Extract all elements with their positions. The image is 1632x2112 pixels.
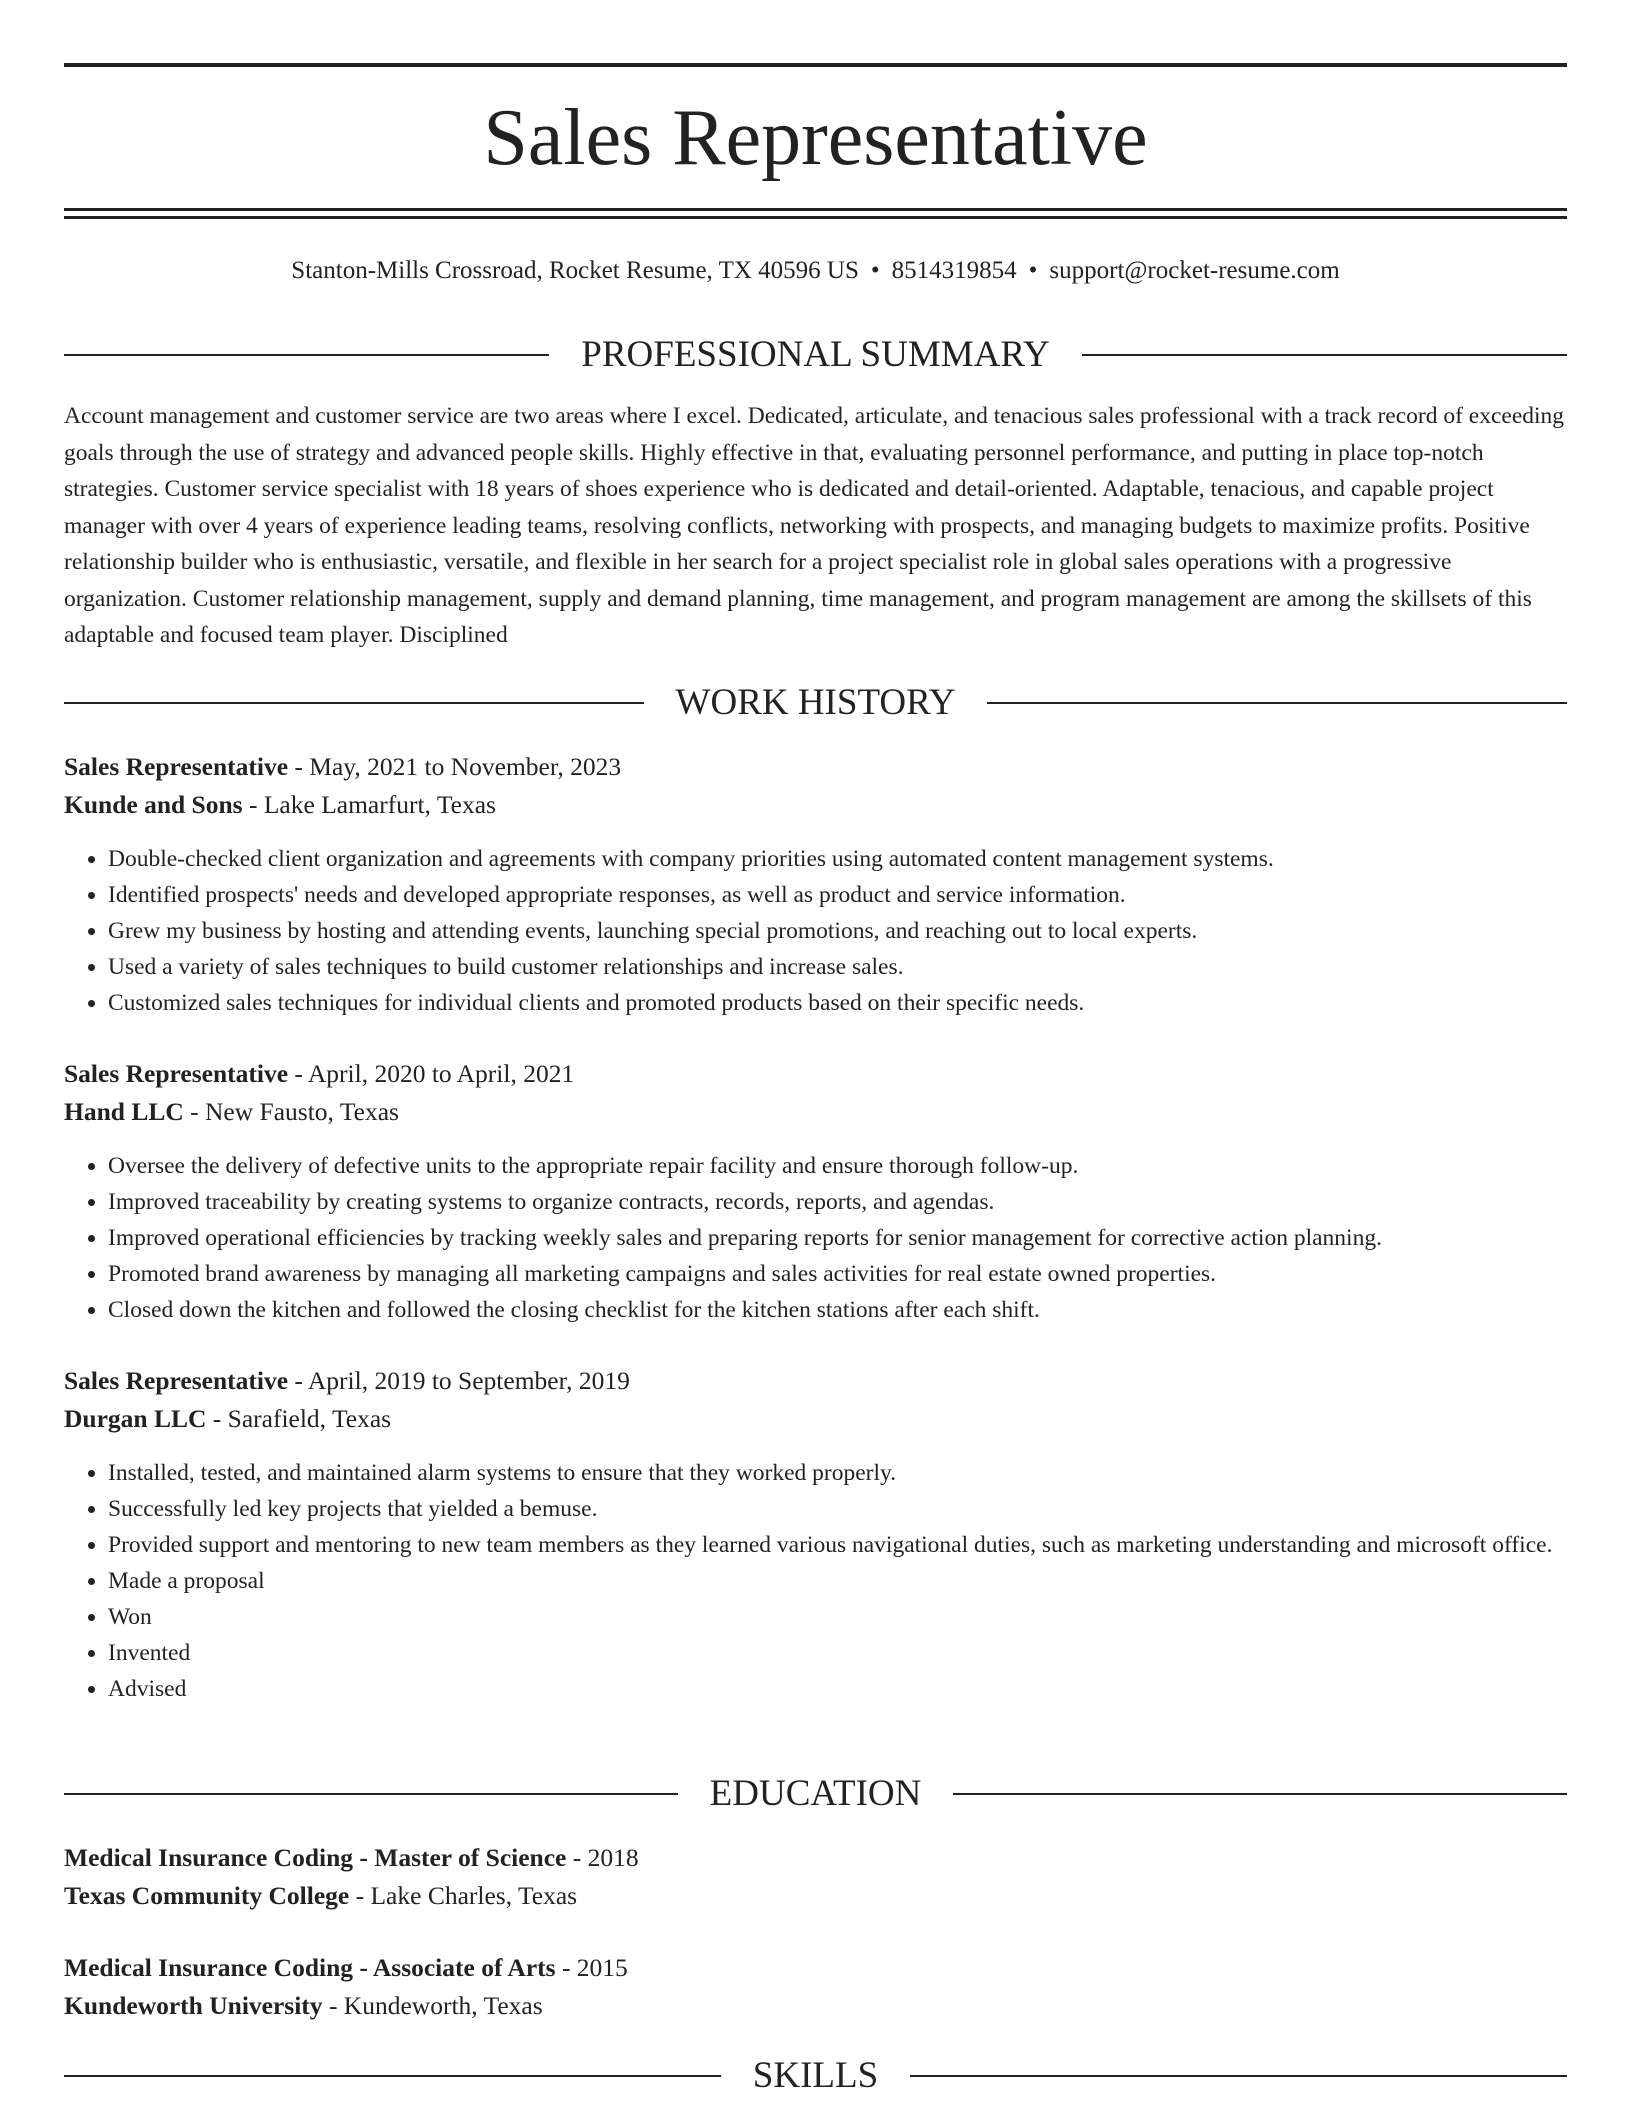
job-company-line [64,786,1567,824]
heading-rule-right [1082,354,1567,356]
resume-name: Sales Representative [483,94,1148,182]
section-title: PROFESSIONAL SUMMARY [581,334,1050,375]
summary-text: Account management and customer service are two areas where I excel. Dedicated, articulate, and tenacious sales professional with a track record of exceeding goals through the use of strategy and advanced people skills. Highly effective in that, evaluating personnel performance, and putting in place top-notch strategies. Customer service specialist with 18 years of shoes experience who is dedicated and detail-oriented. Adaptable, tenacious, and capable project manager with over 4 years of experience leading teams, resolving conflicts, networking with prospects, and managing budgets to maximize profits. Positive relationship builder who is enthusiastic, versatile, and flexible in her search for a project specialist role in global sales operations with a progressive organization. Customer relationship management, supply and demand planning, time management, and program management are among the skillsets of this adaptable and focused team player. Disciplined [64,403,1565,648]
job-bullets [64,841,1611,1021]
heading-rule-left [64,2075,721,2077]
list-item: • Double-checked client organization and agreements with company priorities using automated content management systems. [108,841,1611,877]
section-heading-work [64,681,1567,725]
header-bottom-rule-second [64,216,1567,219]
list-item: • Customized sales techniques for individual clients and promoted products based on their specific needs. [108,985,1611,1021]
job-location: - Sarafield, Texas [206,1404,392,1433]
contact-email: support@rocket-resume.com [1049,257,1340,284]
education-location: - Lake Charles, Texas [349,1881,578,1910]
list-item: • Advised [108,1671,1567,1707]
list-item: • Improved traceability by creating systems to organize contracts, records, reports, and agendas. [108,1184,1611,1220]
education-degree: Medical Insurance Coding - Associate of Arts [64,1953,556,1982]
heading-rule-left [64,702,644,704]
section-title: EDUCATION [709,1773,922,1814]
job-title-line [64,748,1567,786]
section-heading-education [64,1772,1567,1816]
education-location: - Kundeworth, Texas [322,1991,543,2020]
section-title: WORK HISTORY [675,682,956,723]
contact-phone: 8514319854 [891,257,1017,284]
job-company: Durgan LLC [64,1404,207,1433]
list-item: • Promoted brand awareness by managing all marketing campaigns and sales activities for real estate owned properties. [108,1256,1611,1292]
list-item: • Made a proposal [108,1563,1567,1599]
job-title-line [64,1055,1567,1093]
heading-rule-left [64,1793,678,1795]
job-title-line [64,1362,1567,1400]
header-bottom-rule [64,208,1567,211]
list-item: • Grew my business by hosting and attending events, launching special promotions, and reaching out to local experts. [108,913,1611,949]
job-company-line [64,1093,1567,1131]
section-title: SKILLS [752,2055,879,2096]
list-item: • Won [108,1599,1567,1635]
heading-rule-right [953,1793,1567,1795]
contact-line [64,254,1567,288]
job-location: - Lake Lamarfurt, Texas [242,790,496,819]
list-item: • Successfully led key projects that yielded a bemuse. [108,1491,1567,1527]
list-item: • Provided support and mentoring to new team members as they learned various navigational duties, such as marketing understanding and microsoft office. [108,1527,1567,1563]
education-school: Kundeworth University [64,1991,323,2020]
job-bullets [64,1455,1567,1707]
heading-rule-right [910,2075,1567,2077]
section-heading-skills [64,2054,1567,2098]
job-dates: - May, 2021 to November, 2023 [288,752,622,781]
education-degree-line [64,1839,1567,1877]
education-degree-line [64,1949,1567,1987]
education-school-line [64,1987,1567,2025]
education-year: - 2015 [555,1953,628,1982]
job-company: Kunde and Sons [64,790,243,819]
list-item: • Improved operational efficiencies by tracking weekly sales and preparing reports for senior management for corrective action planning. [108,1220,1611,1256]
heading-rule-right [987,702,1567,704]
list-item: • Invented [108,1635,1567,1671]
list-item: • Used a variety of sales techniques to build customer relationships and increase sales. [108,949,1611,985]
job-title: Sales Representative [64,1366,289,1395]
list-item: • Oversee the delivery of defective units to the appropriate repair facility and ensure thorough follow-up. [108,1148,1611,1184]
header-top-rule [64,63,1567,67]
job-title: Sales Representative [64,1059,289,1088]
job-dates: - April, 2020 to April, 2021 [288,1059,575,1088]
contact-address: Stanton-Mills Crossroad, Rocket Resume, TX 40596 US [291,257,859,284]
education-year: - 2018 [566,1843,639,1872]
education-school-line [64,1877,1567,1915]
job-company: Hand LLC [64,1097,184,1126]
job-bullets [64,1148,1611,1328]
list-item: • Identified prospects' needs and developed appropriate responses, as well as product and service information. [108,877,1611,913]
job-title: Sales Representative [64,752,289,781]
heading-rule-left [64,354,549,356]
job-dates: - April, 2019 to September, 2019 [288,1366,630,1395]
list-item: • Installed, tested, and maintained alarm systems to ensure that they worked properly. [108,1455,1567,1491]
job-location: - New Fausto, Texas [183,1097,399,1126]
contact-separator: • [870,257,880,284]
section-heading-summary [64,333,1567,377]
education-school: Texas Community College [64,1881,350,1910]
contact-separator: • [1028,257,1038,284]
education-degree: Medical Insurance Coding - Master of Science [64,1843,567,1872]
list-item: • Closed down the kitchen and followed the closing checklist for the kitchen stations after each shift. [108,1292,1611,1328]
job-company-line [64,1400,1567,1438]
